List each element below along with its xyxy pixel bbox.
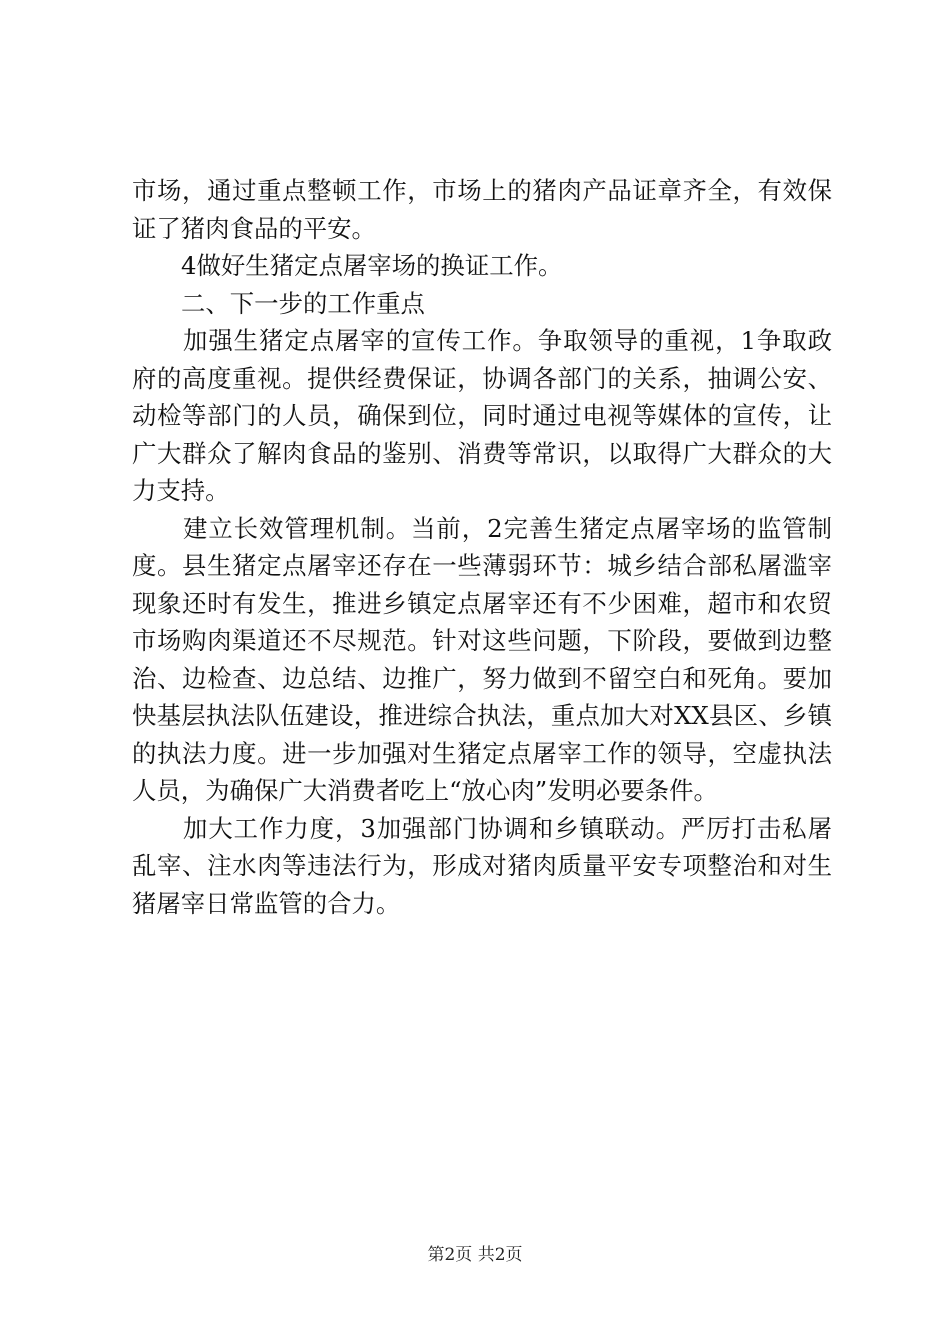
page-number-footer: 第2页 共2页 [427, 1245, 523, 1265]
paragraph-item-4: 4做好生猪定点屠宰场的换证工作。 [181, 251, 563, 280]
paragraph-continuation: 市场，通过重点整顿工作，市场上的猪肉产品证章齐全，有效保证了猪肉食品的平安。 [132, 176, 832, 243]
paragraph-coordination: 加大工作力度，3加强部门协调和乡镇联动。严厉打击私屠乱宰、注水肉等违法行为，形成对猪肉质量平安专项整治和对生猪屠宰日常监管的合力。 [132, 813, 832, 918]
document-body [132, 172, 832, 922]
section-heading: 二、下一步的工作重点 [181, 288, 425, 318]
paragraph-mechanism: 建立长效管理机制。当前，2完善生猪定点屠宰场的监管制度。县生猪定点屠宰还存在一些薄弱环节：城乡结合部私屠滥宰现象还时有发生，推进乡镇定点屠宰还有不少困难，超市和农贸市场购肉渠道还不尽规范。针对这些问题，下阶段，要做到边整治、边检查、边总结、边推广，努力做到不留空白和死角。要加快基层执法队伍建设，推进综合执法，重点加大对XX县区、乡镇的执法力度。进一步加强对生猪定点屠宰工作的领导，空虚执法人员，为确保广大消费者吃上“放心肉”发明必要条件。 [132, 513, 832, 805]
paragraph-publicity: 加强生猪定点屠宰的宣传工作。争取领导的重视，1争取政府的高度重视。提供经费保证，协调各部门的关系，抽调公安、动检等部门的人员，确保到位，同时通过电视等媒体的宣传，让广大群众了解肉食品的鉴别、消费等常识，以取得广大群众的大力支持。 [132, 326, 832, 505]
